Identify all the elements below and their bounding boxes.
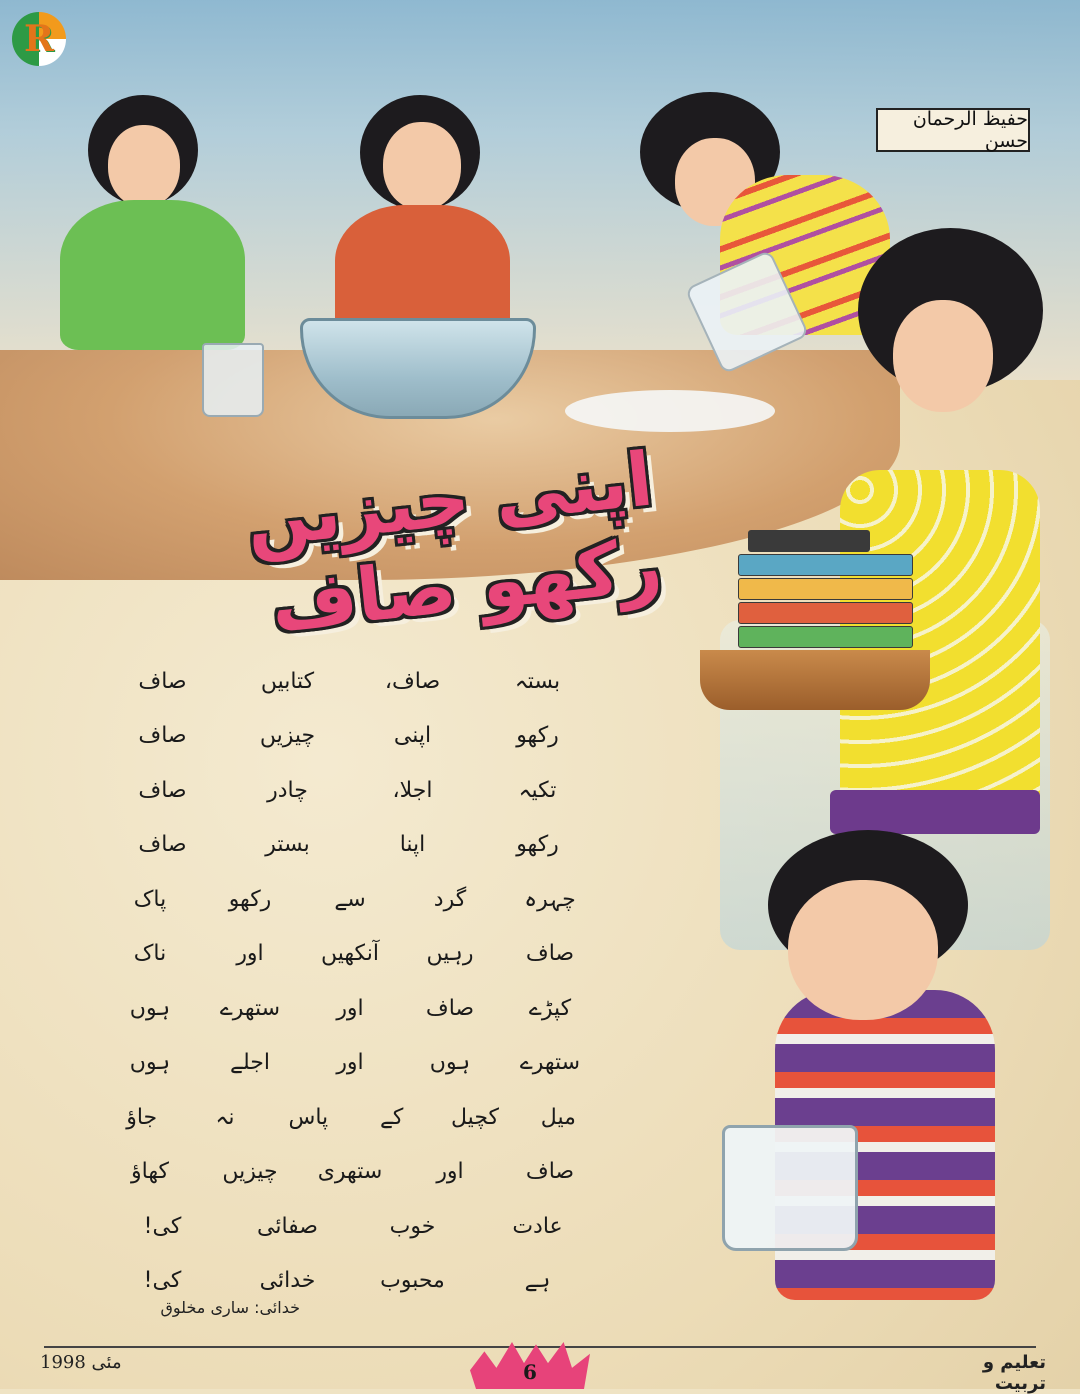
poem-line: بستہ صاف، کتابیں صاف — [138, 668, 561, 694]
r-logo-icon — [12, 12, 66, 66]
poem-line: رکھو اپنی چیزیں صاف — [138, 723, 559, 749]
illustration-spilled-water — [565, 390, 775, 432]
issue-date: مئی 1998 — [40, 1352, 122, 1373]
poem-body — [100, 654, 600, 1308]
poem-line: تکیہ اجلا، چادر صاف — [138, 777, 557, 803]
poem-line: میل کچیل کے پاس نہ جاؤ — [126, 1104, 576, 1130]
page-number: 6 — [523, 1360, 537, 1384]
logo-letter: R — [24, 18, 54, 60]
poem-line: ہے محبوب خدائی کی! — [143, 1268, 551, 1294]
illustration-glass — [202, 343, 264, 417]
poem-line: ستھرے ہوں اور اجلے ہوں — [129, 1050, 581, 1076]
magazine-name: تعلیم و تربیت — [982, 1352, 1046, 1394]
illustration-boy-jug — [722, 1125, 858, 1251]
illustration-dress-band — [830, 790, 1040, 834]
poem-line: رکھو اپنا بستر صاف — [138, 832, 559, 858]
poem-line: صاف رہیں آنکھیں اور ناک — [133, 941, 575, 967]
footnote: خدائی: ساری مخلوق — [160, 1298, 300, 1317]
footer-rule — [44, 1346, 1036, 1348]
poem-line: کپڑے صاف اور ستھرے ہوں — [129, 995, 572, 1021]
poem-line: عادت خوب صفائی کی! — [143, 1213, 563, 1239]
poem-title: اپنی چیزیں رکھو صاف — [242, 436, 666, 649]
author-box: حفیظ الرحمان حسن — [876, 108, 1030, 152]
poem-line: صاف اور ستھری چیزیں کھاؤ — [131, 1159, 575, 1185]
illustration-shelf — [700, 650, 930, 710]
poem-line: چہرہ گرد سے رکھو پاک — [133, 886, 576, 912]
